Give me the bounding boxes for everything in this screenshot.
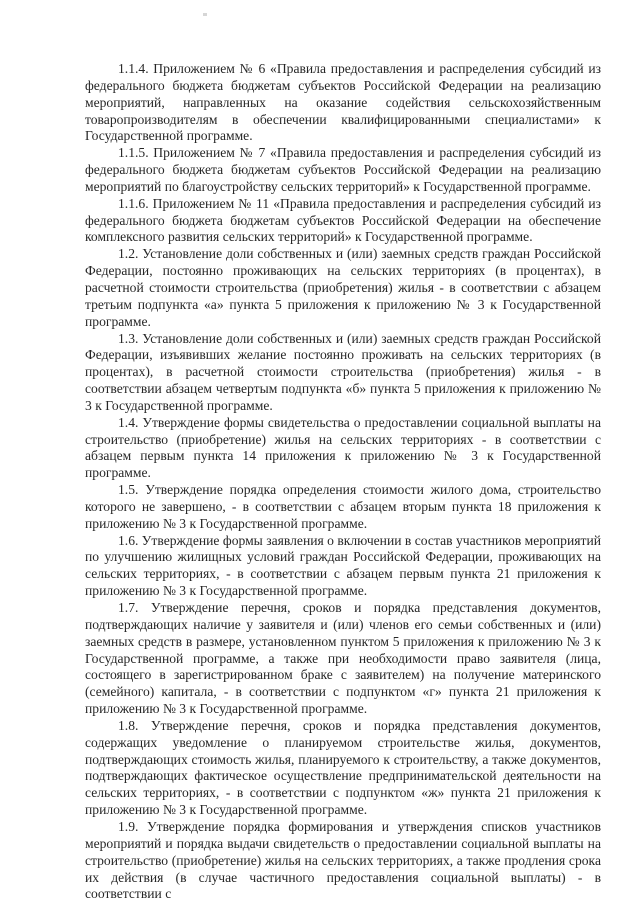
paragraph-1-4: 1.4. Утверждение формы свидетельства о предоставлении социальной выплаты на строительство (приобретение) жилья на сельских территориях - в соответствии с абзацем первым пункта 14 приложения к приложению № 3 к Государственной программе. (85, 414, 601, 481)
paragraph-1-1-5: 1.1.5. Приложением № 7 «Правила предоставления и распределения субсидий из федерального бюджета бюджетам субъектов Российской Федерации на реализацию мероприятий по благоустройству сельских территорий» к Государственной программе. (85, 145, 601, 194)
document-body (85, 61, 601, 903)
paragraph-1-9: 1.9. Утверждение порядка формирования и утверждения списков участников мероприятий и порядка выдачи свидетельств о предоставлении социальной выплаты на строительство (приобретение) жилья на сельских территориях, а также продления срока их действия (в случае частичного предоставления социальной выплаты) - в соответствии с (85, 818, 601, 902)
paragraph-1-8: 1.8. Утверждение перечня, сроков и порядка представления документов, содержащих уведомление о планируемом строительстве жилья, документов, подтверждающих стоимость жилья, планируемого к строительству, а также документов, подтверждающих фактическое осуществление предпринимательской деятельности на сельских территориях, - в соответствии с подпунктом «ж» пункта 21 приложения к приложению № 3 к Государственной программе. (85, 717, 601, 818)
paragraph-1-2: 1.2. Установление доли собственных и (или) заемных средств граждан Российской Федерации, постоянно проживающих на сельских территориях (в процентах), в расчетной стоимости строительства (приобретения) жилья - в соответствии с абзацем третьим подпункта «а» пункта 5 приложения к приложению № 3 к Государственной программе. (85, 246, 601, 329)
paragraph-1-3: 1.3. Установление доли собственных и (или) заемных средств граждан Российской Федерации, изъявивших желание постоянно проживать на сельских территориях (в процентах), в расчетной стоимости строительства (приобретения) жилья - в соответствии абзацем четвертым подпункта «б» пункта 5 приложения к приложению № 3 к Государственной программе. (85, 330, 601, 413)
paragraph-1-5: 1.5. Утверждение порядка определения стоимости жилого дома, строительство которого не завершено, - в соответствии с абзацем вторым пункта 18 приложения к приложению № 3 к Государственной программе. (85, 482, 601, 531)
paragraph-1-6: 1.6. Утверждение формы заявления о включении в состав участников мероприятий по улучшению жилищных условий граждан Российской Федерации, проживающих на сельских территориях, - в соответствии с абзацем первым пункта 21 приложения к приложению № 3 к Государственной программе. (85, 532, 601, 599)
page-mark (203, 13, 207, 16)
paragraph-1-1-4: 1.1.4. Приложением № 6 «Правила предоставления и распределения субсидий из федерального бюджета бюджетам субъектов Российской Федерации на реализацию мероприятий, направленных на оказание содействия сельскохозяйственным товаропроизводителям в обеспечении квалифицированными специалистами» к Государственной программе. (85, 61, 601, 144)
paragraph-1-7: 1.7. Утверждение перечня, сроков и порядка представления документов, подтверждающих наличие у заявителя и (или) членов его семьи собственных и (или) заемных средств в размере, установленном пунктом 5 приложения к приложению № 3 к Государственной программе, а также при необходимости право заявителя (лица, состоящего в зарегистрированном браке с заявителем) на получение материнского (семейного) капитала, - в соответствии с подпунктом «г» пункта 21 приложения к приложению № 3 к Государственной программе. (85, 600, 601, 717)
paragraph-1-1-6: 1.1.6. Приложением № 11 «Правила предоставления и распределения субсидий из федерального бюджета бюджетам субъектов Российской Федерации на обеспечение комплексного развития сельских территорий» к Государственной программе. (85, 195, 601, 245)
